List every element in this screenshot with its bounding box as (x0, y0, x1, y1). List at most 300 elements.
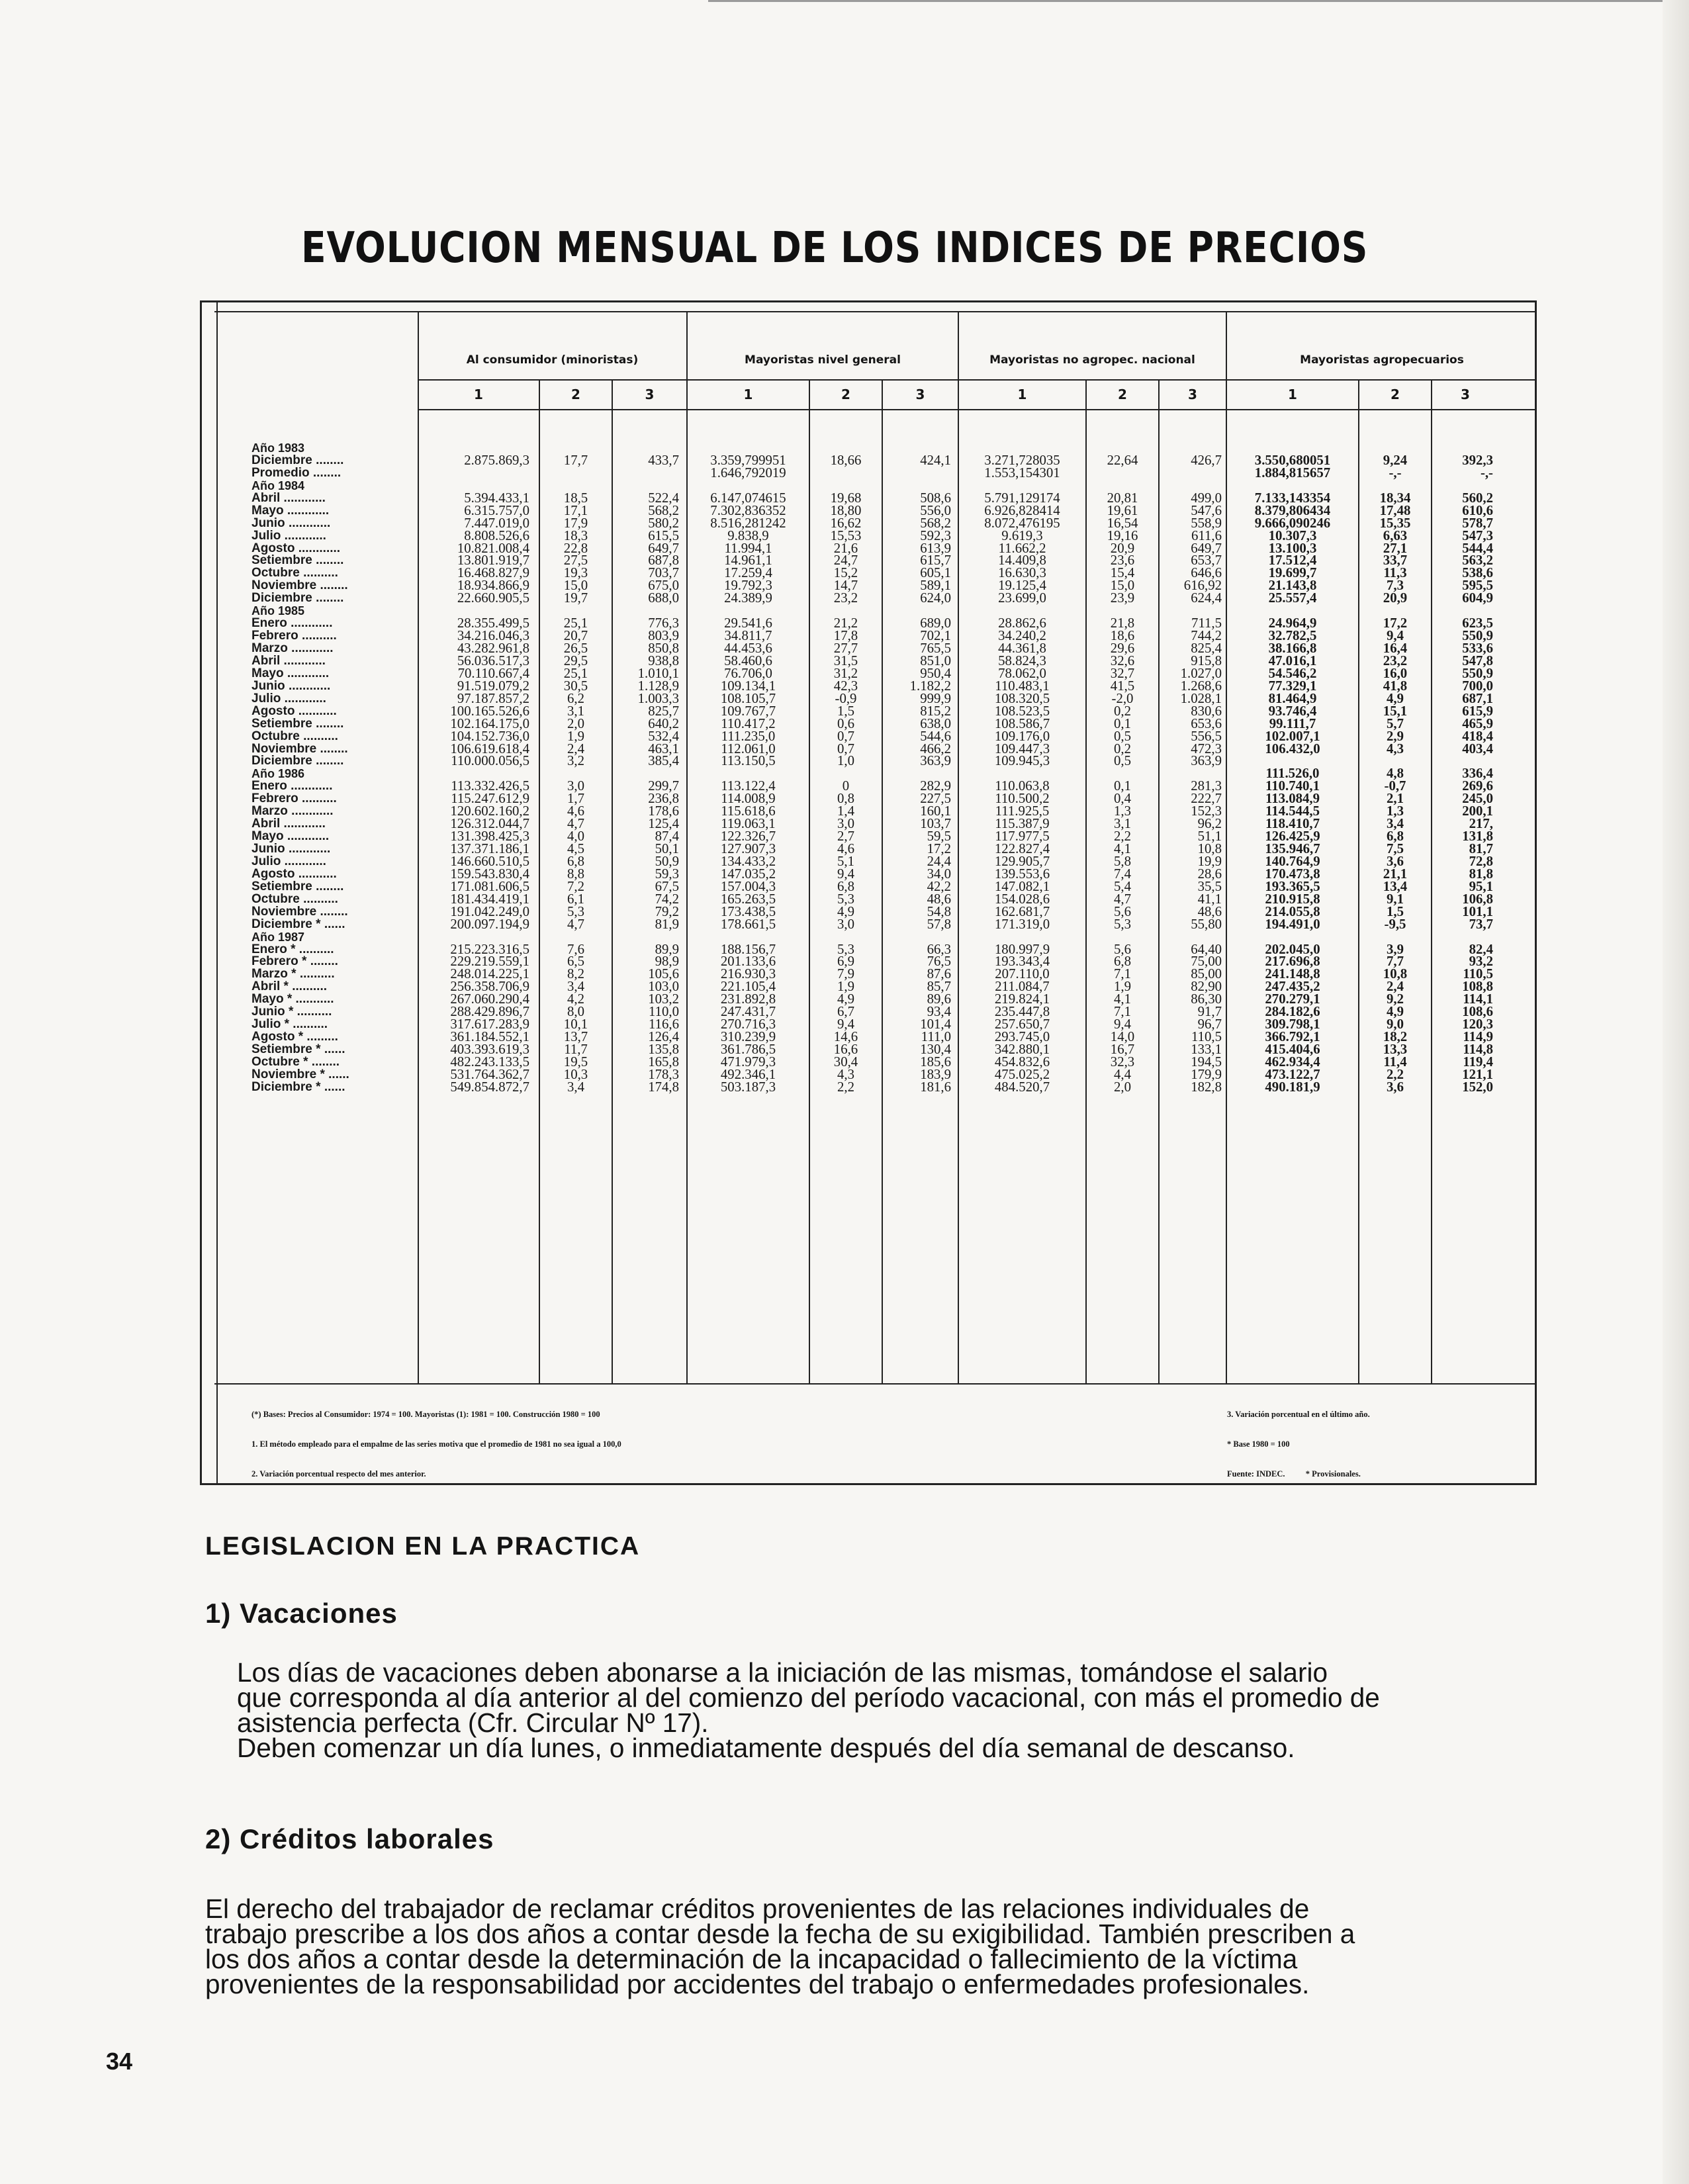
table-cell: 508,6 (920, 490, 951, 506)
table-cell: 7,5 (1387, 841, 1404, 856)
table-cell: 293.745,0 (994, 1029, 1050, 1045)
table-cell: 79,2 (655, 903, 679, 919)
table-cell: 403,4 (1462, 741, 1493, 756)
table-cell: 146.660.510,5 (450, 853, 529, 869)
table-cell: 114,8 (1463, 1042, 1493, 1057)
table-cell: 87,4 (655, 829, 679, 844)
table-cell: 231.892,8 (720, 991, 776, 1007)
table-cell: 147.035,2 (720, 866, 776, 882)
table-cell: 183,9 (920, 1066, 951, 1082)
table-cell: 0,5 (1114, 753, 1131, 769)
table-cell: 13,7 (563, 1029, 588, 1045)
table-cell: 825,4 (1191, 641, 1222, 656)
table-cell: 19.125,4 (998, 578, 1046, 594)
table-cell: 113.084,9 (1265, 791, 1320, 807)
table-notes-right (1227, 1390, 1370, 1489)
table-cell: 3,1 (567, 703, 584, 719)
table-cell: 5,3 (567, 903, 584, 919)
table-cell: 2.875.869,3 (464, 452, 529, 468)
table-cell: 649,7 (1191, 540, 1222, 556)
table-cell: 105,6 (648, 966, 679, 982)
table-cell: 17,9 (563, 515, 588, 531)
table-cell: 109.447,3 (994, 741, 1050, 756)
table-cell: 15,2 (833, 565, 858, 581)
note-line: 2. Variación porcentual respecto del mes anterior. (251, 1469, 426, 1479)
table-cell: 700,0 (1462, 678, 1493, 694)
table-cell: 282,9 (920, 778, 951, 794)
table-cell: 54.546,2 (1268, 665, 1317, 681)
table-cell: 8,8 (567, 866, 584, 882)
table-cell: 50,9 (655, 853, 679, 869)
table-cell: 0,8 (837, 791, 854, 807)
table-cell: 75,00 (1191, 954, 1222, 970)
table-cell: 3,0 (567, 778, 584, 794)
table-cell: 26,5 (563, 641, 588, 656)
table-cell: 130,4 (920, 1042, 951, 1057)
table-cell: 22,8 (563, 540, 588, 556)
table-cell: 2,4 (1387, 979, 1404, 995)
table-cell: 703,7 (648, 565, 679, 581)
table-cell: 21,1 (1383, 866, 1408, 882)
header-mid-rule (418, 379, 1537, 381)
table-cell: 385,4 (648, 753, 679, 769)
table-cell: 549.854.872,7 (450, 1079, 529, 1095)
table-cell: 185,6 (920, 1054, 951, 1069)
table-cell: 20,81 (1107, 490, 1138, 506)
table-cell: 236,8 (648, 791, 679, 807)
table-cell: 19.699,7 (1268, 565, 1317, 581)
table-cell: 116,6 (648, 1017, 679, 1032)
table-cell: 8.516,281242 (710, 515, 786, 531)
table-cell: 103,0 (648, 979, 679, 995)
table-cell: 25.557,4 (1268, 590, 1317, 606)
table-cell: 29,5 (563, 653, 588, 668)
table-cell: 825,7 (648, 703, 679, 719)
table-cell: 556,0 (920, 502, 951, 518)
column-consumidor-1 (418, 442, 529, 1094)
table-cell: 57,8 (927, 916, 951, 932)
table-cell: 171.081.606,5 (450, 878, 529, 894)
table-cell: 108.320,5 (994, 690, 1050, 706)
table-cell: 110.063,8 (995, 778, 1050, 794)
table-cell: 653,7 (1191, 553, 1222, 569)
table-cell: 221.105,4 (720, 979, 776, 995)
table-cell: 32.782,5 (1268, 628, 1317, 644)
table-cell: 11.994,1 (724, 540, 772, 556)
table-cell: 29,6 (1110, 641, 1135, 656)
table-cell: 119,4 (1463, 1054, 1493, 1069)
group-header-mayoristas-no-agropec: Mayoristas no agropec. nacional (989, 353, 1195, 367)
table-cell: 179,9 (1191, 1066, 1222, 1082)
table-cell: 8,2 (567, 966, 584, 982)
table-cell: 191.042.249,0 (450, 903, 529, 919)
table-cell: 157.004,3 (720, 878, 776, 894)
table-cell: 216.930,3 (720, 966, 776, 982)
table-cell: 560,2 (1462, 490, 1493, 506)
table-cell: 170.473,8 (1265, 866, 1320, 882)
table-cell: 214.055,8 (1265, 903, 1320, 919)
table-cell: 0,2 (1114, 741, 1131, 756)
table-cell: 3,2 (567, 753, 584, 769)
table-cell: 2,0 (567, 715, 584, 731)
table-cell: 210.915,8 (1265, 891, 1320, 907)
table-cell: 8.379,806434 (1254, 502, 1331, 518)
column-no-agropec-2 (1087, 442, 1158, 1094)
table-cell: 109.945,3 (994, 753, 1050, 769)
note-line: Fuente: INDEC. * Provisionales. (1227, 1469, 1361, 1479)
table-cell: 20,9 (1383, 590, 1408, 606)
column-agropecuarios-2 (1359, 442, 1431, 1094)
note-line: 3. Variación porcentual en el último año. (1227, 1410, 1370, 1419)
table-cell: 15,0 (1110, 578, 1135, 594)
table-cell: -9,5 (1384, 916, 1406, 932)
table-cell: 7.133,143354 (1254, 490, 1331, 506)
table-cell: 16.630,3 (998, 565, 1046, 581)
period-label: Promedio ........ (251, 465, 342, 480)
table-cell: 104.152.736,0 (450, 728, 529, 744)
table-cell: 558,9 (1191, 515, 1222, 531)
table-cell: 361.786,5 (720, 1042, 776, 1057)
table-cell: 915,8 (1191, 653, 1222, 668)
table-cell: 245,0 (1462, 791, 1493, 807)
period-label: Julio ............ (251, 528, 326, 543)
period-label: Agosto ........... (251, 704, 337, 718)
table-cell: 10,1 (563, 1017, 588, 1032)
table-cell: 3,4 (567, 1079, 584, 1095)
table-cell: 5,6 (1114, 903, 1131, 919)
table-cell: 215.223.316,5 (450, 941, 529, 957)
table-cell: 18,2 (1383, 1029, 1408, 1045)
table-cell: 11,7 (564, 1042, 588, 1057)
table-cell: 6,7 (837, 1004, 854, 1020)
table-cell: 1.003,3 (637, 690, 679, 706)
period-label: Año 1987 (251, 930, 305, 944)
table-cell: 54,8 (927, 903, 951, 919)
table-cell: 2,2 (1387, 1066, 1404, 1082)
table-cell: 93.746,4 (1268, 703, 1317, 719)
table-cell: 110,0 (648, 1004, 679, 1020)
table-cell: 16,54 (1107, 515, 1138, 531)
period-label: Noviembre * ...... (251, 1067, 349, 1081)
table-cell: 688,0 (648, 590, 679, 606)
table-cell: 5,3 (837, 941, 854, 957)
table-cell: 81,9 (655, 916, 679, 932)
table-cell: 106.432,0 (1265, 741, 1320, 756)
table-cell: 131,8 (1462, 829, 1493, 844)
table-cell: 11,4 (1383, 1054, 1407, 1069)
period-label: Enero ............ (251, 616, 333, 631)
table-cell: 56.036.517,3 (457, 653, 529, 668)
vacaciones-paragraph-2 (237, 1733, 1561, 1763)
table-cell: 181.434.419,1 (450, 891, 529, 907)
table-cell: 776,3 (648, 615, 679, 631)
table-cell: 11,3 (1383, 565, 1407, 581)
table-cell: 85,7 (927, 979, 951, 995)
table-cell: 7.302,836352 (710, 502, 786, 518)
period-label: Mayo ............ (251, 829, 330, 844)
table-cell: 81,7 (1469, 841, 1493, 856)
table-cell: 101,1 (1462, 903, 1493, 919)
table-cell: 15,0 (563, 578, 588, 594)
table-cell: 503.187,3 (720, 1079, 776, 1095)
table-cell: 44.453,6 (724, 641, 772, 656)
table-cell: 110,5 (1463, 966, 1493, 982)
table-cell: 532,4 (648, 728, 679, 744)
table-cell: 93,4 (927, 1004, 951, 1020)
table-cell: 44.361,8 (998, 641, 1046, 656)
period-label: Setiembre * ...... (251, 1042, 345, 1056)
table-cell: -0,9 (835, 690, 857, 706)
table-cell: 165.263,5 (720, 891, 776, 907)
period-label: Octubre .......... (251, 729, 338, 743)
table-cell: 126,4 (648, 1029, 679, 1045)
table-cell: 120.602.160,2 (450, 803, 529, 819)
table-cell: 363,9 (1191, 753, 1222, 769)
table-cell: 2,9 (1387, 728, 1404, 744)
table-cell: 1,3 (1114, 803, 1131, 819)
table-cell: 336,4 (1462, 766, 1493, 782)
table-cell: 4,9 (837, 903, 854, 919)
table-cell: 492.346,1 (720, 1066, 776, 1082)
table-cell: 16,4 (1383, 641, 1408, 656)
table-cell: 30,4 (833, 1054, 858, 1069)
table-cell: 6,9 (837, 954, 854, 970)
table-cell: 3.271,728035 (984, 452, 1060, 468)
table-cell: 6.926,828414 (984, 502, 1060, 518)
table-cell: 227,5 (920, 791, 951, 807)
table-cell: 13.801.919,7 (457, 553, 529, 569)
table-cell: 4,6 (567, 803, 584, 819)
table-cell: 19,3 (563, 565, 588, 581)
period-label: Octubre .......... (251, 566, 338, 580)
table-cell: 538,6 (1462, 565, 1493, 581)
table-cell: 127.907,3 (720, 841, 776, 856)
table-cell: 81,8 (1469, 866, 1493, 882)
period-label: Junio ............ (251, 842, 331, 856)
table-cell: 7,7 (1387, 954, 1404, 970)
table-cell: 9,0 (1387, 1017, 1404, 1032)
table-cell: 137.371.186,1 (450, 841, 529, 856)
table-cell: 3,0 (837, 816, 854, 832)
table-cell: 14,0 (1110, 1029, 1135, 1045)
period-label: Mayo ............ (251, 666, 330, 680)
table-cell: 568,2 (648, 502, 679, 518)
period-label: Noviembre ........ (251, 904, 348, 919)
period-label: Febrero .......... (251, 629, 337, 643)
table-cell: 646,6 (1191, 565, 1222, 581)
table-cell: 111.925,5 (995, 803, 1050, 819)
table-cell: 310.239,9 (720, 1029, 776, 1045)
table-cell: 547,6 (1191, 502, 1222, 518)
table-cell: 472,3 (1191, 741, 1222, 756)
table-cell: 1,9 (837, 979, 854, 995)
table-cell: 473.122,7 (1265, 1066, 1320, 1082)
table-cell: 15,35 (1379, 515, 1411, 531)
table-cell: 93,2 (1469, 954, 1493, 970)
table-cell: 1.182,2 (909, 678, 951, 694)
table-cell: 257.650,7 (994, 1017, 1050, 1032)
table-cell: 0,7 (837, 741, 854, 756)
table-cell: 5,3 (837, 891, 854, 907)
heading-vacaciones: 1) Vacaciones (205, 1598, 398, 1629)
table-cell: 22,64 (1107, 452, 1138, 468)
table-cell: 615,5 (648, 527, 679, 543)
table-cell: 24,4 (927, 853, 951, 869)
table-cell: 70.110.667,4 (457, 665, 529, 681)
table-cell: 850,8 (648, 641, 679, 656)
table-cell: 284.182,6 (1265, 1004, 1320, 1020)
table-cell (1160, 467, 1222, 480)
table-cell: 0,5 (1114, 728, 1131, 744)
table-cell: 611,6 (1191, 527, 1222, 543)
period-label: Agosto ............ (251, 541, 341, 555)
table-cell: 108,6 (1462, 1004, 1493, 1020)
period-label: Diciembre * ...... (251, 917, 345, 931)
table-cell: 2,0 (1114, 1079, 1131, 1095)
table-cell: 1.027,0 (1180, 665, 1222, 681)
period-label: Enero * .......... (251, 942, 334, 956)
table-cell: 18,34 (1379, 490, 1411, 506)
table-cell: 4,3 (1387, 741, 1404, 756)
period-label: Agosto * ......... (251, 1030, 338, 1044)
subhead: 1 (743, 387, 753, 402)
column-no-agropec-1 (959, 442, 1085, 1094)
table-cell: 392,3 (1462, 452, 1493, 468)
table-cell: 475.025,2 (994, 1066, 1050, 1082)
table-cell: 556,5 (1191, 728, 1222, 744)
table-cell: 342.880,1 (994, 1042, 1050, 1057)
table-cell: 19,61 (1107, 502, 1138, 518)
table-cell: 16,62 (830, 515, 862, 531)
table-cell: 30,5 (563, 678, 588, 694)
table-cell: 173.438,5 (720, 903, 776, 919)
table-cell: 82,4 (1469, 941, 1493, 957)
table-cell: 229.219.559,1 (450, 954, 529, 970)
table-cell: 3,1 (1114, 816, 1131, 832)
table-cell: 256.358.706,9 (450, 979, 529, 995)
table-cell: 81.464,9 (1268, 690, 1317, 706)
table-cell: 9,24 (1383, 452, 1408, 468)
table-cell: 547,3 (1462, 527, 1493, 543)
table-cell: 7,6 (567, 941, 584, 957)
table-cell: 115.247.612,9 (451, 791, 529, 807)
page-number: 34 (106, 2048, 133, 2075)
table-cell: 77.329,1 (1268, 678, 1317, 694)
column-period-labels (251, 442, 410, 1094)
table-cell: 76,5 (927, 954, 951, 970)
table-cell: 7,4 (1114, 866, 1131, 882)
table-cell: 0,1 (1114, 715, 1131, 731)
table-cell: 117.977,5 (995, 829, 1050, 844)
table-cell: 403.393.619,3 (450, 1042, 529, 1057)
table-cell: 202.045,0 (1265, 941, 1320, 957)
table-cell: 217.696,8 (1265, 954, 1320, 970)
table-cell: 269,6 (1462, 778, 1493, 794)
table-cell: 42,2 (927, 878, 951, 894)
table-cell: 0 (842, 778, 850, 794)
subhead: 1 (1017, 387, 1027, 402)
column-consumidor-2 (540, 442, 612, 1094)
table-cell: 15,4 (1110, 565, 1135, 581)
period-label: Abril ............ (251, 817, 326, 831)
table-cell: 9,4 (1387, 628, 1404, 644)
period-label: Enero ............ (251, 779, 333, 794)
table-cell: 2,2 (1114, 829, 1131, 844)
table-cell: 687,1 (1462, 690, 1493, 706)
table-cell: 675,0 (648, 578, 679, 594)
table-cell: 73,7 (1469, 916, 1493, 932)
table-cell: 95,1 (1469, 878, 1493, 894)
table-cell: 5,3 (1114, 916, 1131, 932)
table-cell: 131.398.425,3 (450, 829, 529, 844)
table-cell: 110.000.056,5 (451, 753, 529, 769)
table-cell: 108.523,5 (994, 703, 1050, 719)
table-cell (883, 467, 951, 480)
table-cell: 35,5 (1197, 878, 1222, 894)
table-cell: 4,9 (837, 991, 854, 1007)
table-cell: 96,7 (1197, 1017, 1222, 1032)
table-cell: 7,1 (1114, 1004, 1131, 1020)
table-cell: 5,6 (1114, 941, 1131, 957)
table-cell: 33,7 (1383, 553, 1408, 569)
table-cell: 109.134,1 (720, 678, 776, 694)
table-cell: 0,4 (1114, 791, 1131, 807)
table-cell: 6,2 (567, 690, 584, 706)
table-cell: 113.332.426,5 (451, 778, 529, 794)
period-label: Mayo * ........... (251, 992, 334, 1007)
period-label: Año 1985 (251, 604, 305, 618)
table-cell: 18,6 (1110, 628, 1135, 644)
table-cell: 23,2 (1383, 653, 1408, 668)
table-cell: 5,7 (1387, 715, 1404, 731)
table-cell: 87,6 (927, 966, 951, 982)
subhead: 1 (474, 387, 483, 402)
table-cell: 687,8 (648, 553, 679, 569)
table-cell: 7,9 (837, 966, 854, 982)
table-cell: 248.014.225,1 (450, 966, 529, 982)
table-cell: 86,30 (1191, 991, 1222, 1007)
table-cell: 0,1 (1114, 778, 1131, 794)
table-cell: 126.425,9 (1265, 829, 1320, 844)
subhead: 3 (645, 387, 655, 402)
table-cell: 59,5 (927, 829, 951, 844)
table-cell: 110,5 (1191, 1029, 1222, 1045)
table-cell: 119.063,1 (721, 816, 776, 832)
table-cell: 5,4 (1114, 878, 1131, 894)
table-cell: 109.767,7 (720, 703, 776, 719)
table-cell: 100.165.526,6 (450, 703, 529, 719)
table-cell: 11.662,2 (998, 540, 1046, 556)
table-cell: 113.122,4 (721, 778, 776, 794)
table-cell: 9,2 (1387, 991, 1404, 1007)
table-cell: 3,9 (1387, 941, 1404, 957)
table-cell: 55,80 (1191, 916, 1222, 932)
table-cell: 24.964,9 (1268, 615, 1317, 631)
table-cell: 2,4 (567, 741, 584, 756)
group-header-mayoristas-agropecuarios: Mayoristas agropecuarios (1300, 353, 1464, 367)
table-cell: 267.060.290,4 (450, 991, 529, 1007)
table-cell: 160,1 (920, 803, 951, 819)
table-cell: 615,9 (1462, 703, 1493, 719)
table-cell: 653,6 (1191, 715, 1222, 731)
subhead: 3 (1461, 387, 1470, 402)
period-label: Julio * .......... (251, 1017, 328, 1032)
column-consumidor-3 (613, 442, 679, 1094)
table-cell: 47.016,1 (1268, 653, 1317, 668)
table-cell: 125,4 (648, 816, 679, 832)
table-cell: 4,6 (837, 841, 854, 856)
table-cell: 1,9 (1114, 979, 1131, 995)
